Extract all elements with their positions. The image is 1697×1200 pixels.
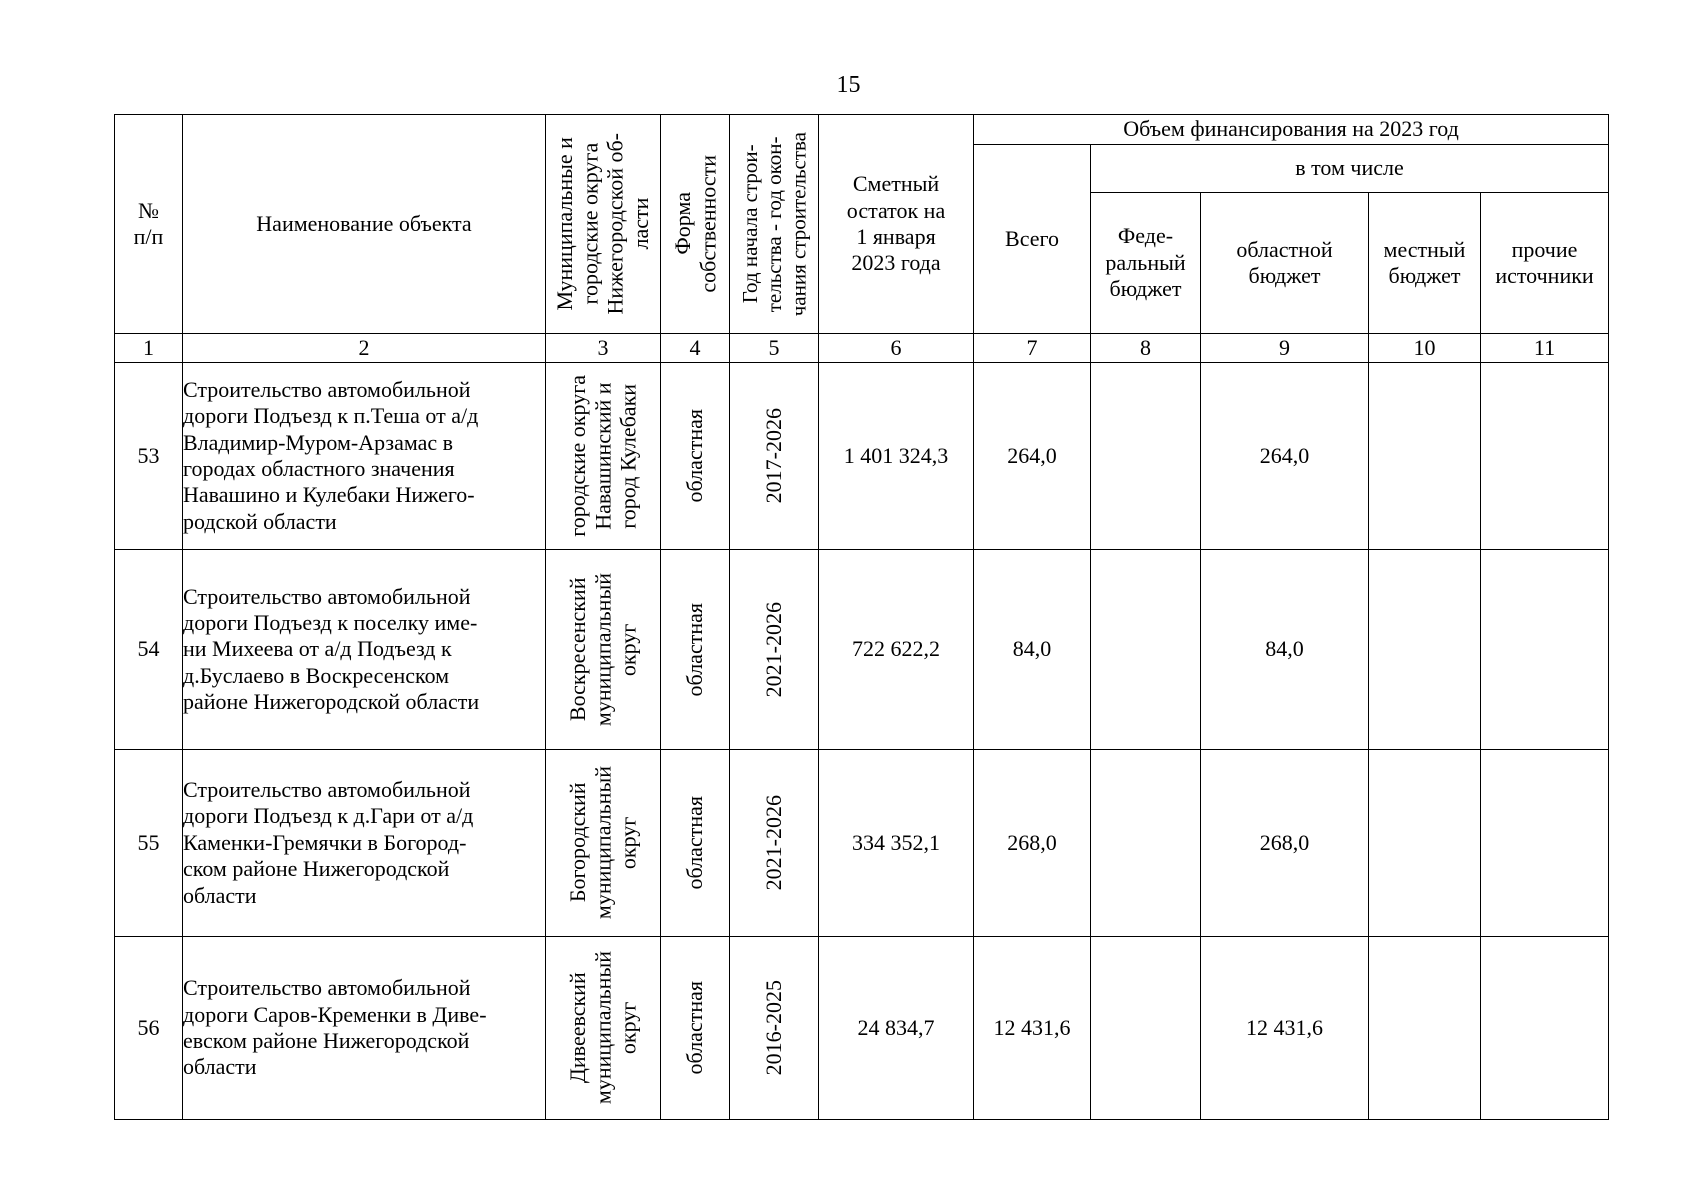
header-funding: Объем финансирования на 2023 год [974,115,1609,145]
header-years-text: Год начала строи- тельства - год окон- чания строительства [737,131,811,317]
header-ownership-text: Форма собственности [669,155,720,293]
other-value [1481,750,1609,937]
object-name: Строительство автомобильной дороги Подъезд к п.Теша от а/д Владимир-Муром-Арзамас в городах областного значения Навашино и Кулебаки Нижего- родской области [183,363,546,550]
row-number: 54 [115,550,183,750]
object-name: Строительство автомобильной дороги Подъезд к д.Гари от а/д Каменки-Гремячки в Богород- ском районе Нижегородской области [183,750,546,937]
column-number: 1 [115,334,183,363]
regional-value: 268,0 [1201,750,1369,937]
years-text: 2021-2026 [761,795,787,891]
header-name: Наименование объекта [183,115,546,334]
municipality-text: городские округа Навашинский и город Кулебаки [565,375,641,537]
municipality-text: Богородский муниципальный округ [565,766,641,920]
column-number: 6 [819,334,974,363]
years-text: 2021-2026 [761,601,787,698]
municipality-cell [546,750,661,937]
local-value [1369,363,1481,550]
estimate-value: 334 352,1 [819,750,974,937]
ownership-text: областная [682,796,708,890]
row-number: 55 [115,750,183,937]
column-number: 9 [1201,334,1369,363]
other-value [1481,937,1609,1120]
header-total: Всего [974,145,1091,334]
years-text: 2016-2025 [761,980,787,1076]
total-value: 12 431,6 [974,937,1091,1120]
column-number: 7 [974,334,1091,363]
total-value: 264,0 [974,363,1091,550]
table-row [115,550,1609,750]
table-row [115,750,1609,937]
estimate-value: 722 622,2 [819,550,974,750]
ownership-text: областная [682,409,708,503]
federal-value [1091,937,1201,1120]
header-local: местный бюджет [1369,193,1481,334]
municipality-text: Дивеевский муниципальный округ [565,951,641,1105]
regional-value: 12 431,6 [1201,937,1369,1120]
ownership-cell [661,937,730,1120]
total-value: 268,0 [974,750,1091,937]
header-estimate: Сметный остаток на 1 января 2023 года [819,115,974,334]
other-value [1481,363,1609,550]
header-ownership [661,115,730,334]
column-numbers-row [115,334,1609,363]
column-number: 3 [546,334,661,363]
federal-value [1091,750,1201,937]
column-number: 10 [1369,334,1481,363]
local-value [1369,750,1481,937]
municipality-cell [546,363,661,550]
column-number: 2 [183,334,546,363]
header-no: № п/п [115,115,183,334]
header-municipality [546,115,661,334]
page-number: 15 [836,72,861,98]
ownership-cell [661,363,730,550]
municipality-text: Воскресенский муниципальный округ [565,572,641,727]
financing-table [114,114,1609,1120]
table-row [115,937,1609,1120]
table-row [115,363,1609,550]
federal-value [1091,363,1201,550]
years-cell [730,750,819,937]
regional-value: 84,0 [1201,550,1369,750]
row-number: 53 [115,363,183,550]
header-municipality-text: Муниципальные и городские округа Нижегородской об- ласти [552,133,654,315]
ownership-cell [661,550,730,750]
column-number: 4 [661,334,730,363]
column-number: 11 [1481,334,1609,363]
ownership-text: областная [682,981,708,1075]
years-cell [730,363,819,550]
column-number: 5 [730,334,819,363]
ownership-text: областная [682,602,708,697]
other-value [1481,550,1609,750]
header-years [730,115,819,334]
header-other: прочие источники [1481,193,1609,334]
municipality-cell [546,550,661,750]
object-name: Строительство автомобильной дороги Подъезд к поселку име- ни Михеева от а/д Подъезд к д.Буслаево в Воскресенском районе Нижегородской области [183,550,546,750]
years-text: 2017-2026 [761,408,787,504]
row-number: 56 [115,937,183,1120]
regional-value: 264,0 [1201,363,1369,550]
total-value: 84,0 [974,550,1091,750]
years-cell [730,937,819,1120]
local-value [1369,550,1481,750]
header-regional: областной бюджет [1201,193,1369,334]
object-name: Строительство автомобильной дороги Саров-Кременки в Диве- евском районе Нижегородской области [183,937,546,1120]
header-federal: Феде- ральный бюджет [1091,193,1201,334]
header-including: в том числе [1091,145,1609,193]
ownership-cell [661,750,730,937]
federal-value [1091,550,1201,750]
estimate-value: 24 834,7 [819,937,974,1120]
years-cell [730,550,819,750]
estimate-value: 1 401 324,3 [819,363,974,550]
municipality-cell [546,937,661,1120]
local-value [1369,937,1481,1120]
column-number: 8 [1091,334,1201,363]
